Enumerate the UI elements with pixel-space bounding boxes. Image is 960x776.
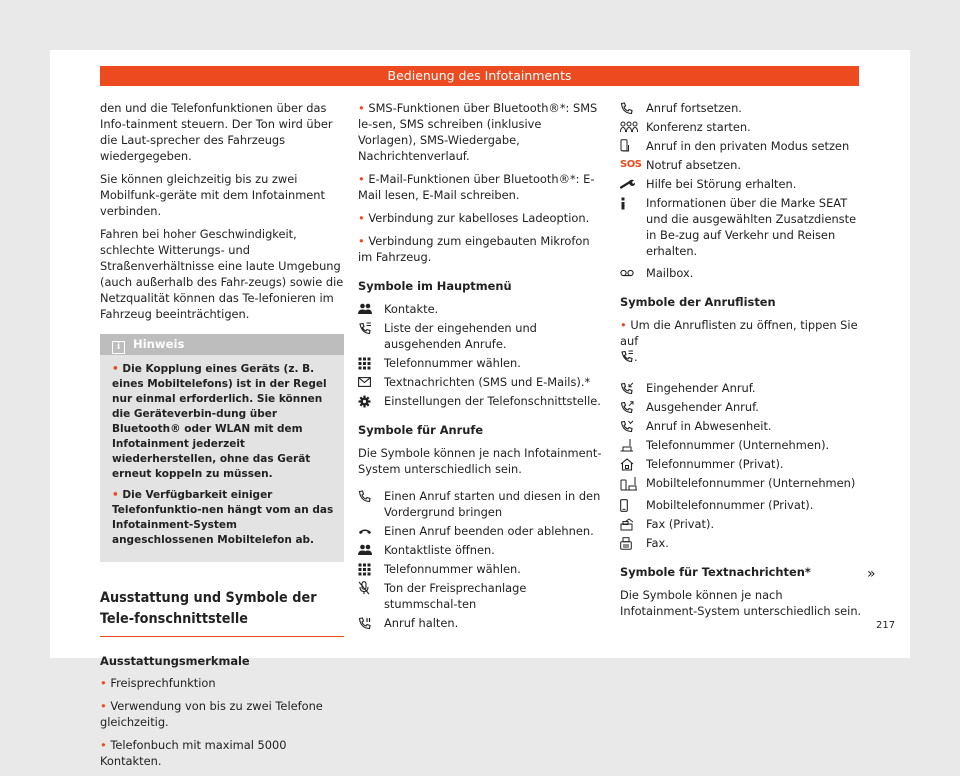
symbol-row [620,475,862,491]
feature-text: Verwendung von bis zu zwei Telefone gleichzeitig. [100,699,323,729]
function-item [358,210,603,226]
feature-text: Telefonbuch mit maximal 5000 Kontakten. [100,738,287,768]
symbol-text: Textnachrichten (SMS und E-Mails).* [384,375,591,389]
info-icon [620,195,646,211]
call-lists-title: Symbole der Anruflisten [620,295,776,309]
symbol-row [620,100,862,116]
sos-icon [620,157,646,173]
column-left [100,100,344,776]
office-phone-icon [620,437,646,453]
bullet-icon: • [358,234,369,248]
note-item [112,488,336,548]
page-header: Bedienung des Infotainments [100,66,859,86]
keypad-icon [358,355,384,371]
fax-icon [620,535,646,551]
symbol-text: Ton der Freisprechanlage stummschal-ten [384,581,527,611]
symbol-row [620,157,862,173]
column-middle [358,100,603,634]
symbol-text: Kontakte. [384,302,439,316]
note-title: Hinweis [133,337,185,351]
call-list-icon [620,350,634,367]
call-list-icon [358,320,384,336]
symbol-text: Telefonnummer wählen. [384,356,521,370]
note-item-text: Die Kopplung eines Geräts (z. B. eines Mobiltelefons) ist in der Regel nur einmal erforderlich. Sie können die Geräteverbin-dung über Bluetooth® oder WLAN mit dem Infotainment jederzeit wiederherstellen, ohne das Gerät erneut koppeln zu müssen. [112,363,327,480]
function-text: Verbindung zum eingebauten Mikrofon im Fahrzeug. [358,234,590,264]
call-hold-icon [358,615,384,631]
gear-icon [358,393,384,409]
function-item [358,233,603,265]
symbol-text: Mobiltelefonnummer (Privat). [646,498,814,512]
symbol-text: Eingehender Anruf. [646,381,756,395]
symbol-text: Mobiltelefonnummer (Unternehmen) [646,476,856,490]
symbol-text: Anruf fortsetzen. [646,101,742,115]
symbol-row [620,176,862,192]
paragraph: Sie können gleichzeitig bis zu zwei Mobilfunk-geräte mit dem Infotainment verbinden. [100,172,325,218]
function-item [358,171,603,203]
function-text: E-Mail-Funktionen über Bluetooth®*: E-Mail lesen, E-Mail schreiben. [358,172,595,202]
bullet-icon: • [100,738,111,752]
symbol-row [358,374,603,390]
function-text: Verbindung zur kabelloses Ladeoption. [368,211,590,225]
function-text: SMS-Funktionen über Bluetooth®*: SMS le-sen, SMS schreiben (inklusive Vorlagen), SMS-Wiedergabe, Nachrichtenverlauf. [358,101,598,163]
feature-item [100,737,344,769]
sos-label: SOS [620,159,642,170]
symbol-text: Fax (Privat). [646,517,715,531]
private-mode-icon [620,138,646,154]
symbol-row [620,119,862,135]
symbol-row [620,265,862,281]
symbol-text: Einstellungen der Telefonschnittstelle. [384,394,601,408]
section-title: Ausstattung und Symbole der Tele-fonschnittstelle [100,588,344,637]
symbol-row [358,393,603,409]
symbol-text: Notruf absetzen. [646,158,741,172]
text-messages-intro: Die Symbole können je nach Infotainment-System unterschiedlich sein. [620,588,862,618]
symbol-row [358,523,603,539]
symbol-row [620,456,862,472]
bullet-icon: • [620,318,631,332]
symbol-row [358,580,603,612]
symbol-text: Telefonnummer (Privat). [646,457,784,471]
symbol-row [358,355,603,371]
symbol-text: Anruf halten. [384,616,459,630]
outgoing-call-icon [620,399,646,415]
mobile-icon [620,497,646,513]
features-title: Ausstattungsmerkmale [100,654,250,668]
main-menu-title: Symbole im Hauptmenü [358,279,512,293]
page-number: 217 [876,620,896,631]
continue-marker: » [867,566,876,582]
symbol-row [358,615,603,631]
symbol-text: Anruf in den privaten Modus setzen [646,139,850,153]
phone-icon [358,488,384,504]
symbol-row [620,380,862,396]
symbol-text: Kontaktliste öffnen. [384,543,495,557]
feature-item [100,698,344,730]
symbol-text: Einen Anruf beenden oder ablehnen. [384,524,594,538]
calls-intro: Die Symbole können je nach Infotainment-System unterschiedlich sein. [358,446,602,476]
symbol-row [358,542,603,558]
note-item [112,362,336,482]
symbol-text: Telefonnummer wählen. [384,562,521,576]
info-icon: i [112,341,125,354]
symbol-row [620,497,862,513]
hang-up-icon [358,523,384,539]
symbol-text: Liste der eingehenden und ausgehenden Anrufe. [384,321,537,351]
symbol-text: Ausgehender Anruf. [646,400,759,414]
bullet-icon: • [100,699,111,713]
note-item-text: Die Verfügbarkeit einiger Telefonfunktio-nen hängt vom an das Infotainment-System angeschlossenen Mobiltelefon ab. [112,489,334,546]
paragraph: Fahren bei hoher Geschwindigkeit, schlechte Witterungs- und Straßenverhältnisse eine laute Umgebung (auch außerhalb des Fahr-zeugs) sowie die Netzqualität können das Te-lefonieren im Fahrzeug beeinträchtigen. [100,227,344,321]
bullet-icon: • [358,211,369,225]
incoming-call-icon [620,380,646,396]
wrench-icon [620,176,646,192]
symbol-text: Informationen über die Marke SEAT und die ausgewählten Zusatzdienste in Be-zug auf Verkehr und Reisen erhalten. [646,196,857,258]
symbol-row [358,320,603,352]
symbol-text: Telefonnummer (Unternehmen). [646,438,830,452]
feature-text: Freisprechfunktion [110,676,216,690]
symbol-text: Mailbox. [646,266,694,280]
symbol-row [620,418,862,434]
conference-icon [620,119,646,135]
note-header [100,334,344,355]
voicemail-icon [620,265,646,281]
text-messages-title: Symbole für Textnachrichten* [620,565,811,579]
symbol-row [358,488,603,520]
symbol-text: Fax. [646,536,669,550]
symbol-text: Anruf in Abwesenheit. [646,419,772,433]
symbol-text: Hilfe bei Störung erhalten. [646,177,797,191]
call-lists-instruction [620,317,862,367]
note-box [100,334,344,562]
bullet-icon: • [112,489,123,501]
symbol-row [620,399,862,415]
symbol-row [620,535,862,551]
envelope-icon [358,374,384,390]
symbol-text: Konferenz starten. [646,120,751,134]
note-body [100,355,344,562]
home-fax-icon [620,516,646,532]
bullet-icon: • [358,101,369,115]
bullet-icon: • [112,363,123,375]
office-mobile-icon [620,475,646,491]
symbol-row [620,195,862,259]
contacts-icon [358,301,384,317]
function-item [358,100,603,164]
paragraph: den und die Telefonfunktionen über das Info-tainment steuern. Der Ton wird über die Laut-sprecher des Fahrzeugs wiedergegeben. [100,101,333,163]
period: . [634,350,638,364]
mute-icon [358,580,384,596]
phone-resume-icon [620,100,646,116]
column-right [620,100,862,626]
symbol-row [620,437,862,453]
symbol-row [620,516,862,532]
calls-title: Symbole für Anrufe [358,423,484,437]
symbol-row [358,301,603,317]
feature-item [100,675,344,691]
keypad-icon [358,561,384,577]
contacts-icon [358,542,384,558]
symbol-row [358,561,603,577]
missed-call-icon [620,418,646,434]
bullet-icon: • [100,676,111,690]
home-phone-icon [620,456,646,472]
bullet-icon: • [358,172,369,186]
symbol-text: Einen Anruf starten und diesen in den Vordergrund bringen [384,489,601,519]
symbol-row [620,138,862,154]
instruction-text: Um die Anruflisten zu öffnen, tippen Sie auf [620,318,858,348]
